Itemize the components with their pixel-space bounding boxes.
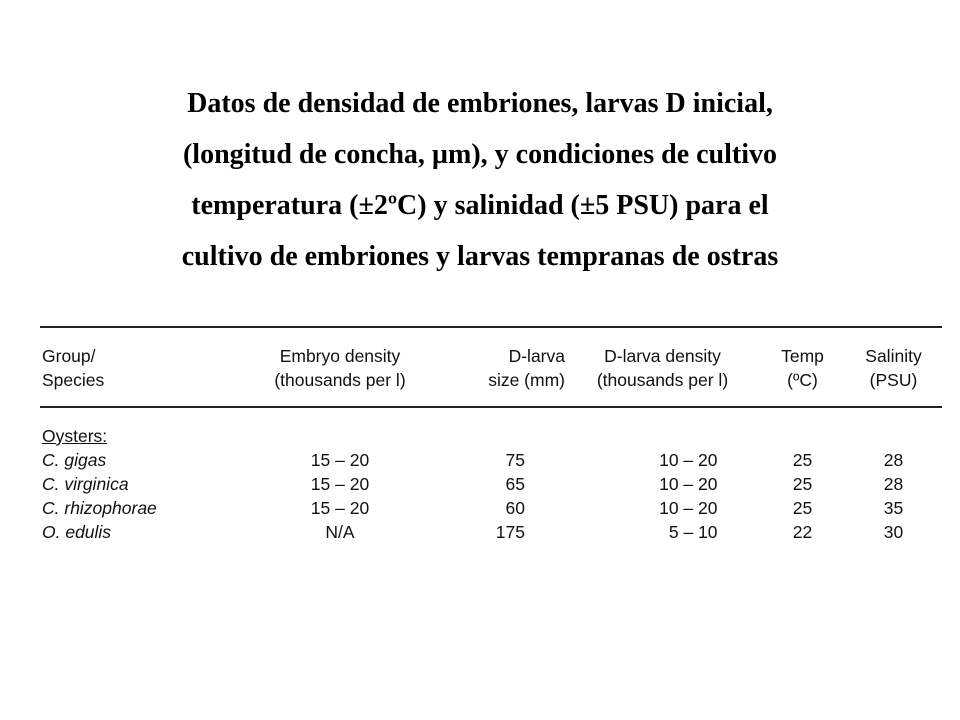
dlarva-density-cell: 10 – 20 bbox=[659, 498, 718, 518]
species-cell: O. edulis bbox=[42, 522, 112, 542]
table-row bbox=[40, 448, 942, 472]
title-line-1: Datos de densidad de embriones, larvas D inicial, bbox=[187, 88, 773, 119]
salinity-cell: 28 bbox=[883, 474, 904, 494]
dlarva-size-cell: 60 bbox=[505, 498, 525, 518]
title-line-3: temperatura (±2ºC) y salinidad (±5 PSU) para el bbox=[191, 190, 769, 221]
table-header-row bbox=[40, 328, 942, 406]
embryo-density-cell: 15 – 20 bbox=[310, 450, 370, 470]
group-label: Oysters: bbox=[42, 426, 108, 446]
dlarva-density-cell: 10 – 20 bbox=[659, 474, 718, 494]
slide-title bbox=[0, 78, 960, 282]
header-salinity: Salinity (PSU) bbox=[865, 346, 922, 390]
group-row bbox=[40, 408, 942, 448]
species-cell: C. rhizophorae bbox=[42, 498, 157, 518]
header-embryo-density: Embryo density (thousands per l) bbox=[274, 346, 406, 390]
temp-cell: 25 bbox=[792, 474, 813, 494]
embryo-density-cell: 15 – 20 bbox=[310, 474, 370, 494]
embryo-density-cell: N/A bbox=[325, 522, 355, 542]
species-cell: C. gigas bbox=[42, 450, 107, 470]
dlarva-size-cell: 65 bbox=[505, 474, 525, 494]
dlarva-size-cell: 175 bbox=[495, 522, 525, 542]
table-row bbox=[40, 472, 942, 496]
dlarva-size-cell: 75 bbox=[505, 450, 525, 470]
salinity-cell: 28 bbox=[883, 450, 904, 470]
dlarva-density-cell: 10 – 20 bbox=[659, 450, 718, 470]
temp-cell: 25 bbox=[792, 498, 813, 518]
salinity-cell: 35 bbox=[883, 498, 904, 518]
temp-cell: 22 bbox=[792, 522, 813, 542]
title-line-4: cultivo de embriones y larvas tempranas de ostras bbox=[181, 241, 779, 272]
title-line-2: (longitud de concha, µm), y condiciones de cultivo bbox=[182, 139, 778, 170]
dlarva-density-cell: 5 – 10 bbox=[668, 522, 718, 542]
salinity-cell: 30 bbox=[883, 522, 904, 542]
header-dlarva-density: D-larva density (thousands per l) bbox=[596, 346, 729, 390]
embryo-density-cell: 15 – 20 bbox=[310, 498, 370, 518]
temp-cell: 25 bbox=[792, 450, 813, 470]
table-row bbox=[40, 520, 942, 544]
header-dlarva-size: D-larva size (mm) bbox=[488, 346, 565, 390]
culture-data-table bbox=[40, 326, 942, 544]
table-row bbox=[40, 496, 942, 520]
header-group-species: Group/ Species bbox=[42, 346, 105, 390]
species-cell: C. virginica bbox=[42, 474, 129, 494]
header-temp: Temp (ºC) bbox=[781, 346, 824, 390]
